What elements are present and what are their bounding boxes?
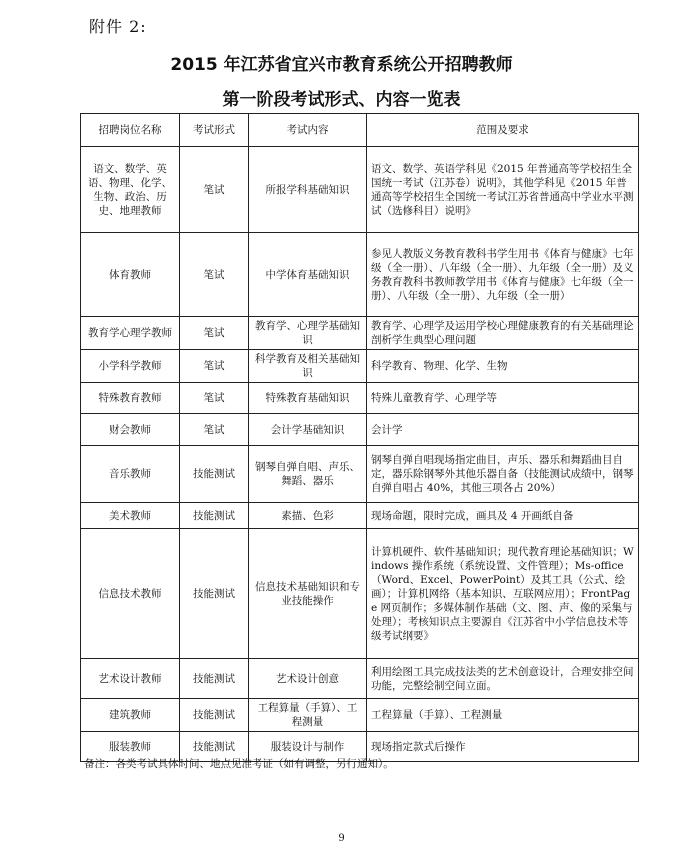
cell-position: 服装教师 — [81, 732, 180, 762]
table-row — [81, 699, 639, 732]
cell-exam-form: 笔试 — [180, 350, 249, 383]
footnote: 备注：各类考试具体时间、地点见准考证（如有调整，另行通知）。 — [84, 758, 394, 770]
cell-scope: 钢琴自弹自唱现场指定曲目，声乐、器乐和舞蹈曲目自定，器乐除钢琴外其他乐器自备（技能测试成绩中，钢琴自弹自唱占 40%，其他三项各占 20%） — [367, 446, 639, 503]
cell-exam-content: 艺术设计创意 — [249, 659, 367, 699]
cell-exam-form: 笔试 — [180, 414, 249, 446]
cell-exam-content: 素描、色彩 — [249, 503, 367, 529]
cell-exam-form: 技能测试 — [180, 732, 249, 762]
cell-exam-content: 钢琴自弹自唱、声乐、舞蹈、器乐 — [249, 446, 367, 503]
cell-exam-content: 科学教育及相关基础知识 — [249, 350, 367, 383]
cell-scope: 利用绘图工具完成技法类的艺术创意设计，合理安排空间功能，完整绘制空间立面。 — [367, 659, 639, 699]
cell-position: 财会教师 — [81, 414, 180, 446]
header-exam-form: 考试形式 — [180, 114, 249, 147]
cell-position: 教育学心理学教师 — [81, 317, 180, 350]
table-row — [81, 503, 639, 529]
document-title-line2: 第一阶段考试形式、内容一览表 — [222, 90, 461, 110]
header-exam-content: 考试内容 — [249, 114, 367, 147]
table-row — [81, 317, 639, 350]
page-number: 9 — [338, 833, 345, 844]
cell-exam-form: 技能测试 — [180, 503, 249, 529]
cell-exam-form: 笔试 — [180, 233, 249, 317]
cell-exam-form: 技能测试 — [180, 699, 249, 732]
cell-exam-form: 笔试 — [180, 147, 249, 233]
cell-exam-content: 工程算量（手算）、工程测量 — [249, 699, 367, 732]
cell-exam-content: 中学体育基础知识 — [249, 233, 367, 317]
cell-scope: 计算机硬件、软件基础知识；现代教育理论基础知识；Windows 操作系统（系统设置、文件管理）；Ms-office（Word、Excel、PowerPoint）及其工具（公式、绘画）；计算机网络（基本知识、互联网应用）；FrontPage 网页制作；多媒体制作基础（文、图、声、像的采集与处理）；考核知识点主要源自《江苏省中小学信息技术等级考试纲要》 — [367, 529, 639, 659]
table-header-row — [81, 114, 639, 147]
cell-position: 美术教师 — [81, 503, 180, 529]
table-row — [81, 147, 639, 233]
table-row — [81, 350, 639, 383]
cell-position: 语文、数学、英语、物理、化学、生物、政治、历史、地理教师 — [81, 147, 180, 233]
cell-exam-content: 教育学、心理学基础知识 — [249, 317, 367, 350]
cell-exam-form: 技能测试 — [180, 529, 249, 659]
header-scope: 范围及要求 — [367, 114, 639, 147]
cell-position: 小学科学教师 — [81, 350, 180, 383]
cell-scope: 参见人教版义务教育教科书学生用书《体育与健康》七年级（全一册）、八年级（全一册）、九年级（全一册）及义务教育教科书教师教学用书《体育与健康》七年级（全一册）、八年级（全一册）、九年级（全一册） — [367, 233, 639, 317]
cell-exam-content: 信息技术基础知识和专业技能操作 — [249, 529, 367, 659]
table-row — [81, 446, 639, 503]
cell-scope: 语文、数学、英语学科见《2015 年普通高等学校招生全国统一考试（江苏卷）说明》，其他学科见《2015 年普通高等学校招生全国统一考试江苏省普通高中学业水平测试（选修科目）说明》 — [367, 147, 639, 233]
cell-exam-form: 技能测试 — [180, 659, 249, 699]
cell-position: 艺术设计教师 — [81, 659, 180, 699]
cell-position: 信息技术教师 — [81, 529, 180, 659]
table-row — [81, 529, 639, 659]
cell-exam-form: 笔试 — [180, 317, 249, 350]
cell-position: 音乐教师 — [81, 446, 180, 503]
table-row — [81, 383, 639, 414]
document-title-line1: 2015 年江苏省宜兴市教育系统公开招聘教师 — [170, 55, 513, 75]
cell-scope: 会计学 — [367, 414, 639, 446]
cell-exam-content: 特殊教育基础知识 — [249, 383, 367, 414]
attachment-label: 附件 2: — [89, 17, 147, 36]
exam-overview-table — [80, 113, 639, 762]
cell-scope: 现场指定款式后操作 — [367, 732, 639, 762]
table-row — [81, 233, 639, 317]
cell-position: 建筑教师 — [81, 699, 180, 732]
cell-scope: 工程算量（手算）、工程测量 — [367, 699, 639, 732]
cell-exam-form: 笔试 — [180, 383, 249, 414]
cell-position: 体育教师 — [81, 233, 180, 317]
header-position: 招聘岗位名称 — [81, 114, 180, 147]
cell-exam-content: 服装设计与制作 — [249, 732, 367, 762]
cell-scope: 教育学、心理学及运用学校心理健康教育的有关基础理论剖析学生典型心理问题 — [367, 317, 639, 350]
cell-exam-content: 会计学基础知识 — [249, 414, 367, 446]
cell-position: 特殊教育教师 — [81, 383, 180, 414]
cell-scope: 特殊儿童教育学、心理学等 — [367, 383, 639, 414]
cell-scope: 科学教育、物理、化学、生物 — [367, 350, 639, 383]
cell-exam-content: 所报学科基础知识 — [249, 147, 367, 233]
table-row — [81, 414, 639, 446]
cell-scope: 现场命题，限时完成，画具及 4 开画纸自备 — [367, 503, 639, 529]
cell-exam-form: 技能测试 — [180, 446, 249, 503]
table-row — [81, 659, 639, 699]
